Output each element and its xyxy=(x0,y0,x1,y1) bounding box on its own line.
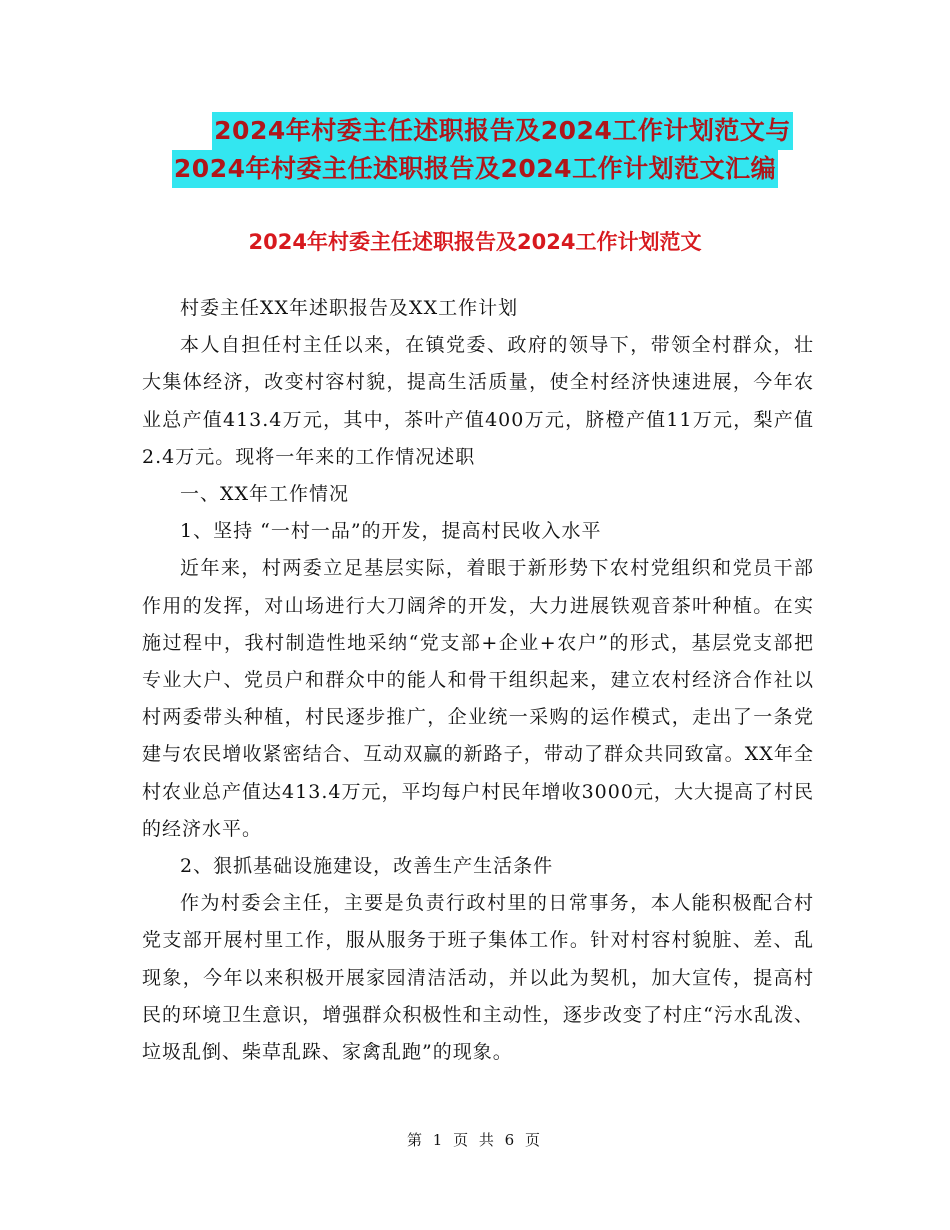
document-title xyxy=(0,112,950,188)
body-text xyxy=(142,290,814,1071)
paragraph: 近年来，村两委立足基层实际，着眼于新形势下农村党组织和党员干部作用的发挥，对山场进行大刀阔斧的开发，大力进展铁观音茶叶种植。在实施过程中，我村制造性地采纳“党支部+企业+农户”的形式，基层党支部把专业大户、党员户和群众中的能人和骨干组织起来，建立农村经济合作社以村两委带头种植，村民逐步推广，企业统一采购的运作模式，走出了一条党建与农民增收紧密结合、互动双赢的新路子，带动了群众共同致富。XX年全村农业总产值达413.4万元，平均每户村民年增收3000元，大大提高了村民的经济水平。 xyxy=(142,557,814,840)
paragraph: 村委主任XX年述职报告及XX工作计划 xyxy=(180,297,519,319)
paragraph: 1、坚持 “一村一品”的开发，提高村民收入水平 xyxy=(180,520,602,543)
paragraph: 作为村委会主任，主要是负责行政村里的日常事务，本人能积极配合村党支部开展村里工作，服从服务于班子集体工作。针对村容村貌脏、差、乱现象，今年以来积极开展家园清洁活动，并以此为契机，加大宣传，提高村民的环境卫生意识，增强群众积极性和主动性，逐步改变了村庄“污水乱泼、垃圾乱倒、柴草乱跺、家禽乱跑”的现象。 xyxy=(142,892,814,1064)
paragraph: 2、狠抓基础设施建设，改善生产生活条件 xyxy=(180,855,554,878)
title-line-2: 2024年村委主任述职报告及2024工作计划范文汇编 xyxy=(172,150,778,188)
title-line-1: 2024年村委主任述职报告及2024工作计划范文与 xyxy=(212,112,793,150)
paragraph: 一、XX年工作情况 xyxy=(180,483,350,506)
page-number: 第 1 页 共 6 页 xyxy=(407,1131,543,1149)
section-heading: 2024年村委主任述职报告及2024工作计划范文 xyxy=(248,230,702,254)
paragraph: 本人自担任村主任以来，在镇党委、政府的领导下，带领全村群众，壮大集体经济，改变村容村貌，提高生活质量，使全村经济快速进展，今年农业总产值413.4万元，其中，茶叶产值400万元，脐橙产值11万元，梨产值2.4万元。现将一年来的工作情况述职 xyxy=(142,334,814,468)
